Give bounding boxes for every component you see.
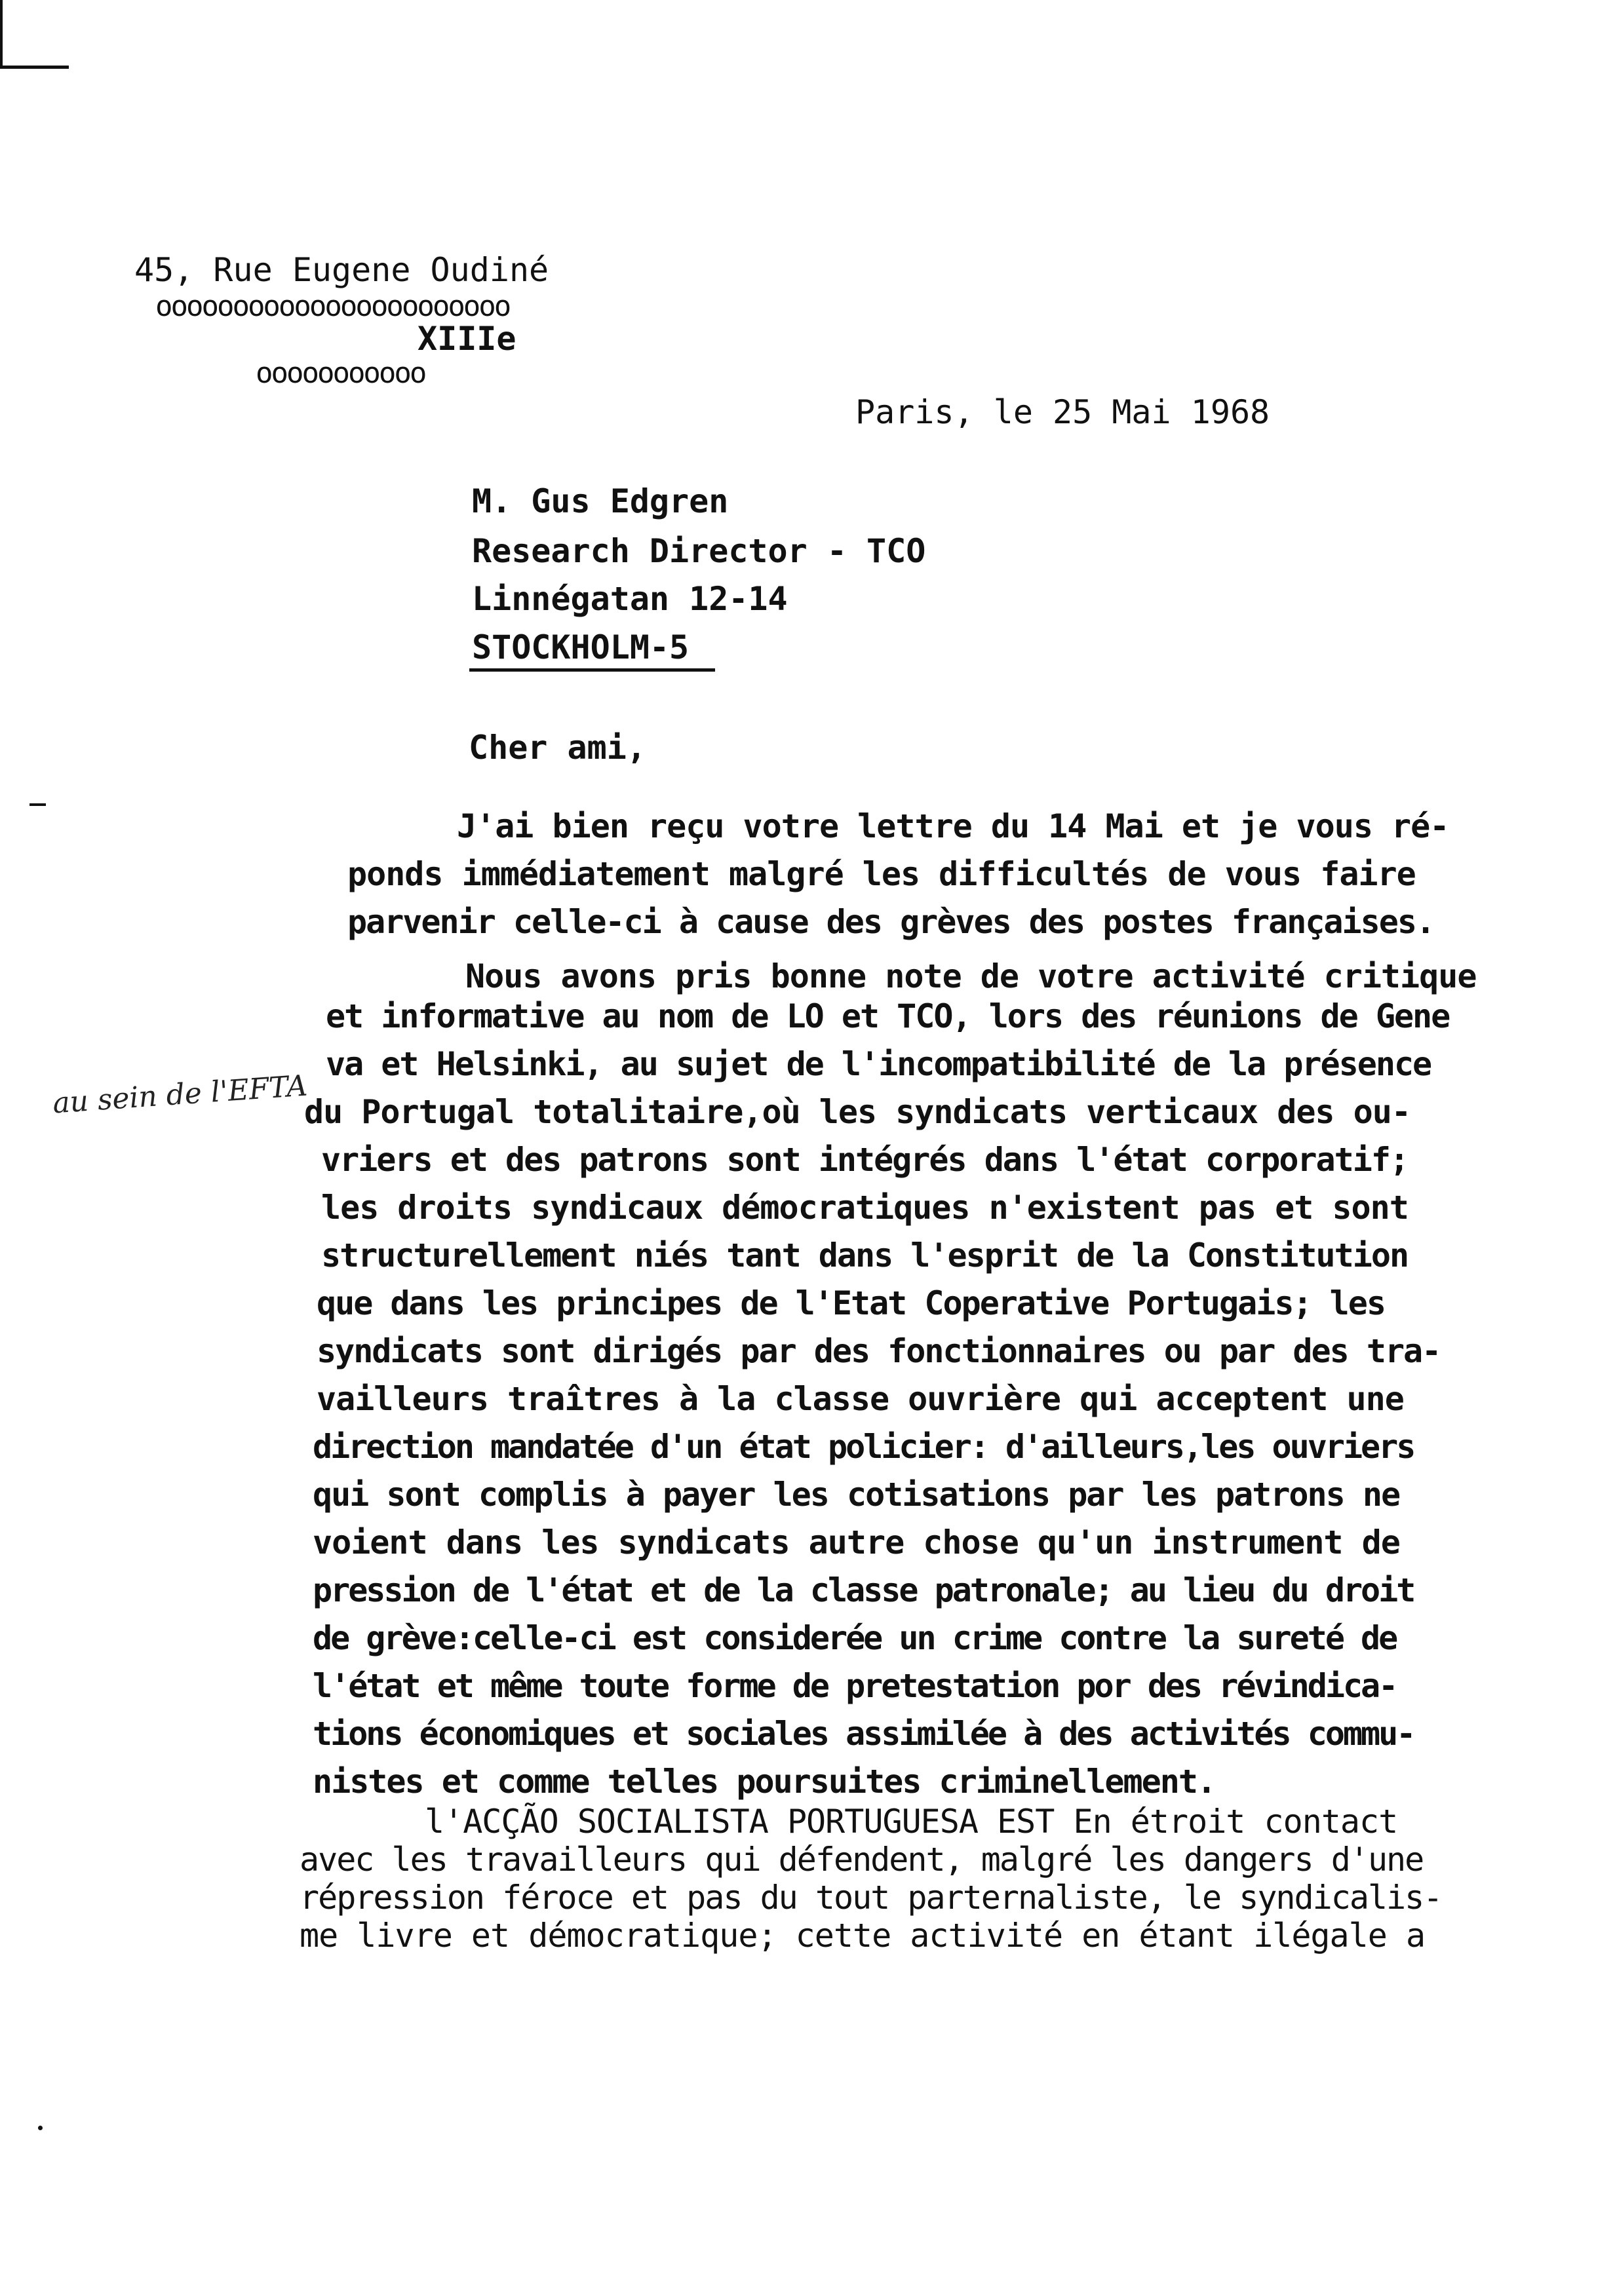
body-line: va et Helsinki, au sujet de l'incompatibilité de la présence [326, 1045, 1431, 1083]
body-line: de grève:celle-ci est considerée un crime contre la sureté de [313, 1619, 1397, 1657]
body-line: structurellement niés tant dans l'esprit de la Constitution [321, 1236, 1409, 1274]
body-line: pression de l'état et de la classe patronale; au lieu du droit [313, 1571, 1414, 1609]
body-line: répression féroce et pas du tout parternaliste, le syndicalis- [300, 1879, 1442, 1917]
salutation: Cher ami, [469, 729, 646, 767]
letter-date: Paris, le 25 Mai 1968 [855, 393, 1270, 431]
recipient-city-underline [469, 668, 715, 672]
sender-arrondissement: XIIIe [418, 320, 516, 358]
body-line: J'ai bien reçu votre lettre du 14 Mai et je vous ré- [457, 807, 1449, 845]
scan-artifact-mark [0, 0, 3, 66]
body-line: vailleurs traîtres à la classe ouvrière qui acceptent une [317, 1380, 1404, 1418]
body-line: nistes et comme telles poursuites criminellement. [313, 1763, 1216, 1801]
recipient-title: Research Director - TCO [472, 532, 926, 570]
sender-street: 45, Rue Eugene Oudiné [134, 251, 549, 289]
body-line: tions économiques et sociales assimilée à des activités commu- [313, 1715, 1414, 1753]
body-line: les droits syndicaux démocratiques n'existent pas et sont [321, 1189, 1409, 1227]
sender-rule-2: ooooooooooo [256, 356, 425, 390]
body-line: Nous avons pris bonne note de votre activité critique [465, 957, 1477, 995]
recipient-name: M. Gus Edgren [472, 482, 729, 520]
body-line: du Portugal totalitaire,où les syndicats verticaux des ou- [304, 1093, 1411, 1131]
body-line: l'état et même toute forme de pretestation por des révindica- [313, 1667, 1397, 1705]
recipient-city: STOCKHOLM-5 [472, 628, 690, 666]
recipient-street: Linnégatan 12-14 [472, 580, 788, 618]
scan-artifact-mark [0, 66, 69, 69]
handwritten-margin-note: au sein de l'EFTA [51, 1069, 309, 1120]
body-line: me livre et démocratique; cette activité en étant ilégale a [300, 1917, 1426, 1955]
body-line: voient dans les syndicats autre chose qu'un instrument de [313, 1523, 1400, 1561]
body-line: vriers et des patrons sont intégrés dans l'état corporatif; [321, 1141, 1409, 1179]
body-line: qui sont complis à payer les cotisations par les patrons ne [313, 1476, 1400, 1514]
body-line: parvenir celle-ci à cause des grèves des postes françaises. [347, 903, 1435, 941]
scan-artifact-mark [38, 2126, 43, 2130]
body-line: syndicats sont dirigés par des fonctionnaires ou par des tra- [317, 1332, 1441, 1370]
body-line: et informative au nom de LO et TCO, lors des réunions de Gene [326, 997, 1450, 1035]
sender-rule-1: ooooooooooooooooooooooo [155, 290, 510, 323]
scan-artifact-mark [29, 803, 46, 806]
body-line: direction mandatée d'un état policier: d'ailleurs,les ouvriers [313, 1428, 1414, 1466]
body-line: que dans les principes de l'Etat Coperative Portugais; les [317, 1284, 1385, 1322]
body-line: l'ACÇÃO SOCIALISTA PORTUGUESA EST En étroit contact [425, 1803, 1398, 1841]
body-line: ponds immédiatement malgré les difficultés de vous faire [347, 855, 1416, 893]
body-line: avec les travailleurs qui défendent, malgré les dangers d'une [300, 1841, 1424, 1879]
